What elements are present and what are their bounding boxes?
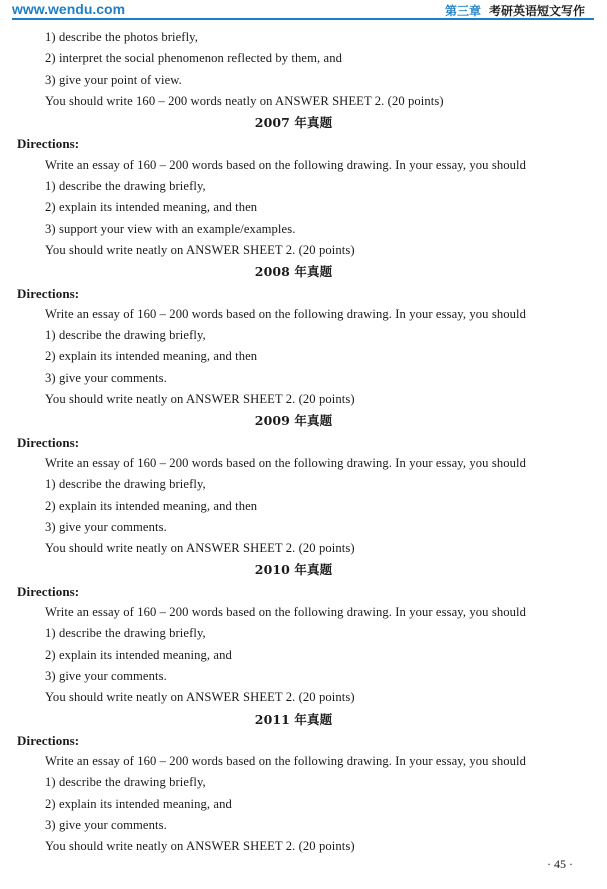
- chapter-heading: [445, 2, 585, 19]
- directions-label: Directions:: [17, 732, 80, 748]
- text-line: 1) describe the drawing briefly,: [45, 626, 206, 641]
- text-line: 3) support your view with an example/examples.: [45, 221, 296, 236]
- text-line: 2) explain its intended meaning, and: [45, 796, 232, 811]
- text-line: 2) interpret the social phenomenon reflected by them, and: [45, 51, 342, 66]
- text-line: 1) describe the drawing briefly,: [45, 328, 206, 343]
- directions-label: Directions:: [17, 136, 80, 152]
- year-title: 2008 年真题: [254, 264, 333, 280]
- text-line: 3) give your comments.: [45, 519, 167, 534]
- directions-label: Directions:: [17, 434, 80, 450]
- text-line: Write an essay of 160 – 200 words based on the following drawing. In your essay, you should: [45, 157, 527, 172]
- year-title: 2007 年真题: [254, 115, 333, 131]
- site-url[interactable]: www.wendu.com: [12, 1, 126, 17]
- text-line: 1) describe the drawing briefly,: [45, 775, 206, 790]
- text-line: 3) give your point of view.: [45, 72, 182, 87]
- text-line: 3) give your comments.: [45, 668, 167, 683]
- text-line: Write an essay of 160 – 200 words based on the following drawing. In your essay, you should: [45, 754, 527, 769]
- year-title: 2009 年真题: [254, 413, 333, 429]
- text-line: You should write neatly on ANSWER SHEET 2. (20 points): [45, 392, 355, 407]
- year-title: 2010 年真题: [254, 562, 333, 578]
- text-line: 1) describe the drawing briefly,: [45, 179, 206, 194]
- document-body: [0, 27, 607, 858]
- text-line: 3) give your comments.: [45, 370, 167, 385]
- intro-block: [0, 27, 607, 112]
- text-line: Write an essay of 160 – 200 words based on the following drawing. In your essay, you should: [45, 605, 527, 620]
- section-2011: [0, 709, 607, 858]
- page-header: [0, 0, 607, 22]
- text-line: You should write neatly on ANSWER SHEET 2. (20 points): [45, 541, 355, 556]
- text-line: You should write neatly on ANSWER SHEET 2. (20 points): [45, 242, 355, 257]
- text-line: 3) give your comments.: [45, 817, 167, 832]
- section-2008: [0, 261, 607, 410]
- section-2009: [0, 410, 607, 559]
- text-line: 2) explain its intended meaning, and then: [45, 349, 258, 364]
- year-title: 2011 年真题: [254, 711, 333, 727]
- directions-label: Directions:: [17, 285, 80, 301]
- section-2007: [0, 112, 607, 261]
- text-line: Write an essay of 160 – 200 words based on the following drawing. In your essay, you should: [45, 306, 527, 321]
- chapter-title: 考研英语短文写作: [488, 4, 585, 18]
- text-line: 2) explain its intended meaning, and: [45, 647, 232, 662]
- text-line: Write an essay of 160 – 200 words based on the following drawing. In your essay, you should: [45, 455, 527, 470]
- text-line: You should write 160 – 200 words neatly on ANSWER SHEET 2. (20 points): [45, 93, 444, 108]
- section-2010: [0, 559, 607, 708]
- directions-label: Directions:: [17, 583, 80, 599]
- text-line: 1) describe the drawing briefly,: [45, 477, 206, 492]
- header-rule: [12, 18, 594, 20]
- text-line: You should write neatly on ANSWER SHEET 2. (20 points): [45, 839, 355, 854]
- text-line: 2) explain its intended meaning, and then: [45, 200, 258, 215]
- text-line: 1) describe the photos briefly,: [45, 30, 199, 44]
- chapter-number: 第三章: [444, 4, 481, 18]
- text-line: 2) explain its intended meaning, and then: [45, 498, 258, 513]
- text-line: You should write neatly on ANSWER SHEET 2. (20 points): [45, 690, 355, 705]
- page-number: · 45 ·: [547, 857, 573, 871]
